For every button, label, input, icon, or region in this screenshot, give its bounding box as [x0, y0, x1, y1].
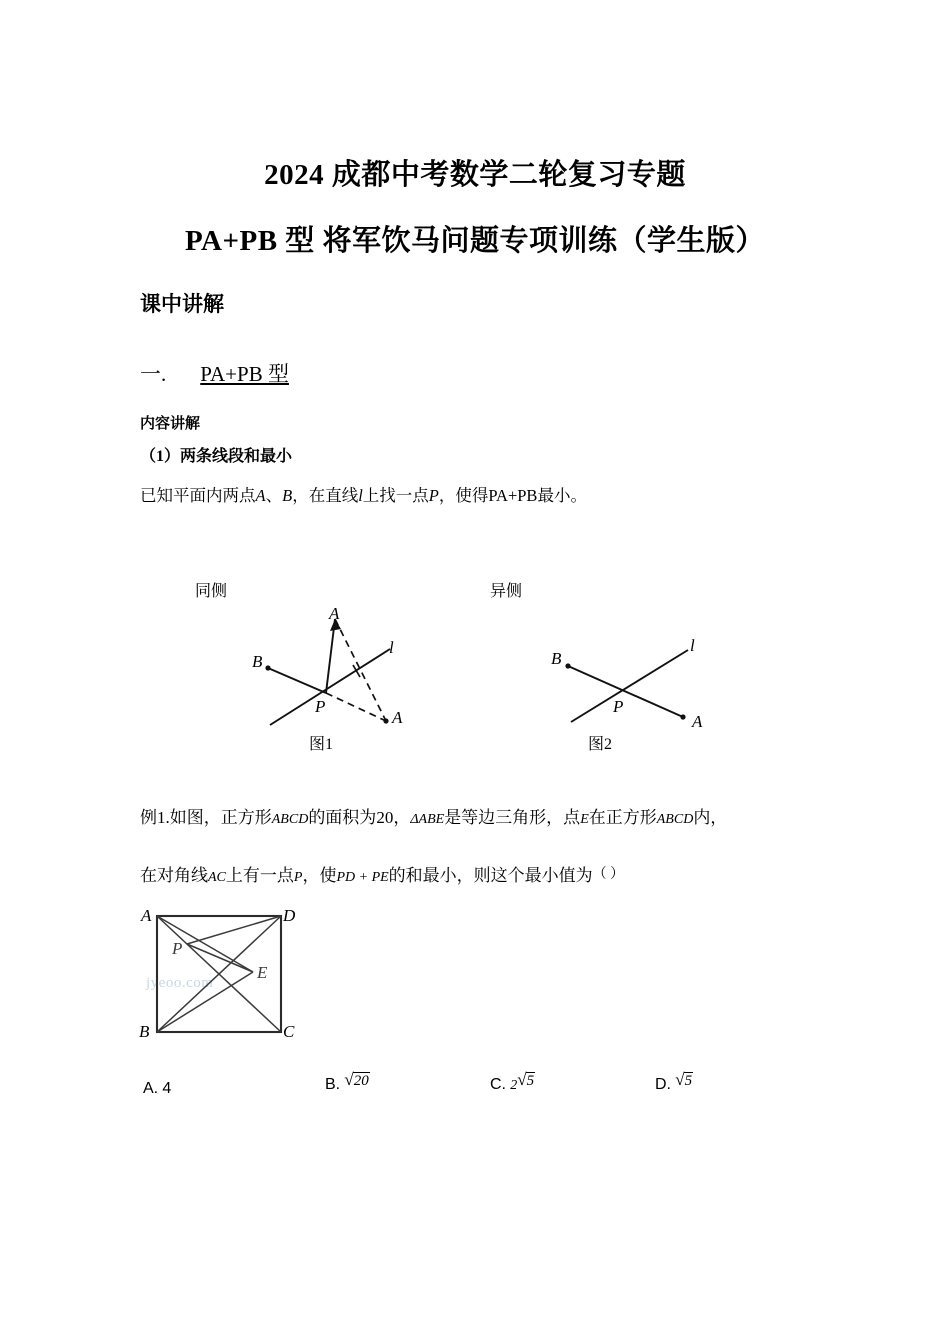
option-d-radical [675, 1070, 693, 1090]
subsection-heading: （1）两条线段和最小 [140, 448, 293, 465]
option-d[interactable] [655, 1070, 693, 1094]
statement-line [140, 482, 587, 506]
sqrt-icon: √ [344, 1070, 354, 1089]
figure-1-label-a-prime: A [392, 708, 403, 727]
example-suffix: 内， [693, 808, 728, 827]
example-prefix: 例1.如图，正方形 [140, 808, 272, 827]
figure-2-label-line-l: l [690, 636, 695, 655]
square-label-e: E [257, 963, 268, 982]
option-c-letter: C. [490, 1076, 506, 1093]
figure-1-drawing [240, 595, 450, 745]
option-c-radicand: 5 [526, 1073, 535, 1089]
option-c-coefficient: 2 [510, 1078, 518, 1093]
sqrt-icon: √ [675, 1070, 685, 1089]
statement-var-a: A [255, 486, 266, 505]
option-b-radicand: 20 [353, 1073, 369, 1089]
document-title-line-1: 2024 成都中考数学二轮复习专题 [264, 159, 686, 191]
statement-part-2: ，在直线 [292, 486, 359, 505]
figure-2-point-a-dot [680, 714, 685, 719]
example-statement-line-1 [140, 803, 727, 828]
figure-1-segment-bp [268, 668, 326, 693]
example-mid-4: 在正方形 [588, 808, 657, 827]
figure-2-side-label: 异侧 [490, 583, 523, 600]
figure-2-segment-ba [568, 666, 683, 717]
option-a[interactable] [143, 1078, 171, 1098]
example-square-figure [155, 914, 295, 1044]
figure-1-label-line-l: l [389, 638, 394, 657]
statement-part-5: 最小。 [537, 486, 587, 505]
option-d-letter: D. [655, 1076, 671, 1093]
figure-1-label-a: A [329, 604, 340, 623]
square-label-b: B [139, 1022, 150, 1041]
example-square-abcd-1: ABCD [271, 812, 309, 827]
statement-part-4: ，使得 [438, 486, 489, 505]
section-heading: 课中讲解 [140, 292, 224, 316]
example-line2-mid-3: 的和最小，则这个最小值为 [388, 866, 593, 885]
square-label-c: C [283, 1022, 295, 1041]
example-statement-line-2 [140, 861, 624, 886]
figure-1-caption: 图1 [309, 736, 334, 753]
option-a-value: 4 [162, 1080, 172, 1097]
figure-1-side-label: 同侧 [195, 583, 228, 600]
option-c[interactable] [490, 1070, 535, 1094]
figure-1-point-b-dot [265, 665, 270, 670]
figure-1-point-a-prime-dot [383, 718, 388, 723]
example-line2-mid-2: ，使 [302, 866, 337, 885]
statement-expression: PA+PB [488, 486, 538, 505]
figure-1-segment-p-to-a-prime [326, 693, 386, 721]
figure-2-label-p: P [613, 697, 624, 716]
square-label-d: D [283, 906, 296, 925]
figure-2-label-b: B [551, 649, 562, 668]
square-label-a: A [141, 906, 152, 925]
statement-part-1: 已知平面内两点 [140, 486, 256, 505]
figure-1-label-p: P [315, 697, 326, 716]
statement-var-l: l [358, 486, 363, 505]
example-mid-2: ， [393, 808, 411, 827]
numbered-heading [140, 358, 289, 388]
figure-2-point-b-dot [565, 663, 570, 668]
figure-watermark: jyeoo.com [146, 975, 214, 991]
example-diagonal-ac: AC [208, 870, 226, 885]
option-b-letter: B. [325, 1076, 341, 1093]
segment-pe [187, 944, 253, 972]
square-label-p: P [172, 939, 183, 958]
statement-var-p: P [428, 486, 439, 505]
content-heading: 内容讲解 [140, 416, 201, 432]
example-expression-pd-pe: PD + PE [336, 870, 389, 885]
figure-2-label-a: A [692, 712, 703, 731]
document-title-line-2: PA+PB 型 将军饮马问题专项训练（学生版） [184, 225, 766, 257]
example-point-p: P [293, 870, 303, 885]
example-triangle-abe: ΔABE [410, 812, 445, 827]
figure-1-label-b: B [252, 652, 263, 671]
option-a-letter: A. [143, 1080, 159, 1097]
option-b[interactable] [325, 1070, 370, 1094]
example-answer-blank: （ ） [592, 867, 625, 882]
numbered-heading-number: 一. [140, 362, 167, 386]
numbered-heading-label: PA+PB 型 [200, 362, 289, 386]
example-area-value: 20 [376, 808, 394, 827]
option-b-radical [344, 1070, 369, 1090]
statement-sep-1: 、 [265, 486, 283, 505]
segment-be [157, 972, 253, 1032]
example-line2-prefix: 在对角线 [140, 866, 208, 885]
sqrt-icon: √ [517, 1070, 527, 1089]
statement-var-b: B [282, 486, 293, 505]
option-c-radical [517, 1070, 535, 1090]
statement-part-3: 上找一点 [362, 486, 429, 505]
example-square-abcd-2: ABCD [656, 812, 694, 827]
example-line2-mid-1: 上有一点 [225, 866, 294, 885]
option-d-radicand: 5 [684, 1073, 693, 1089]
example-point-e: E [580, 812, 589, 827]
example-mid-3: 是等边三角形，点 [444, 808, 581, 827]
figure-1-segment-a-to-a-prime [335, 619, 386, 721]
example-mid-1: 的面积为 [308, 808, 377, 827]
figure-2-caption: 图2 [588, 736, 613, 753]
